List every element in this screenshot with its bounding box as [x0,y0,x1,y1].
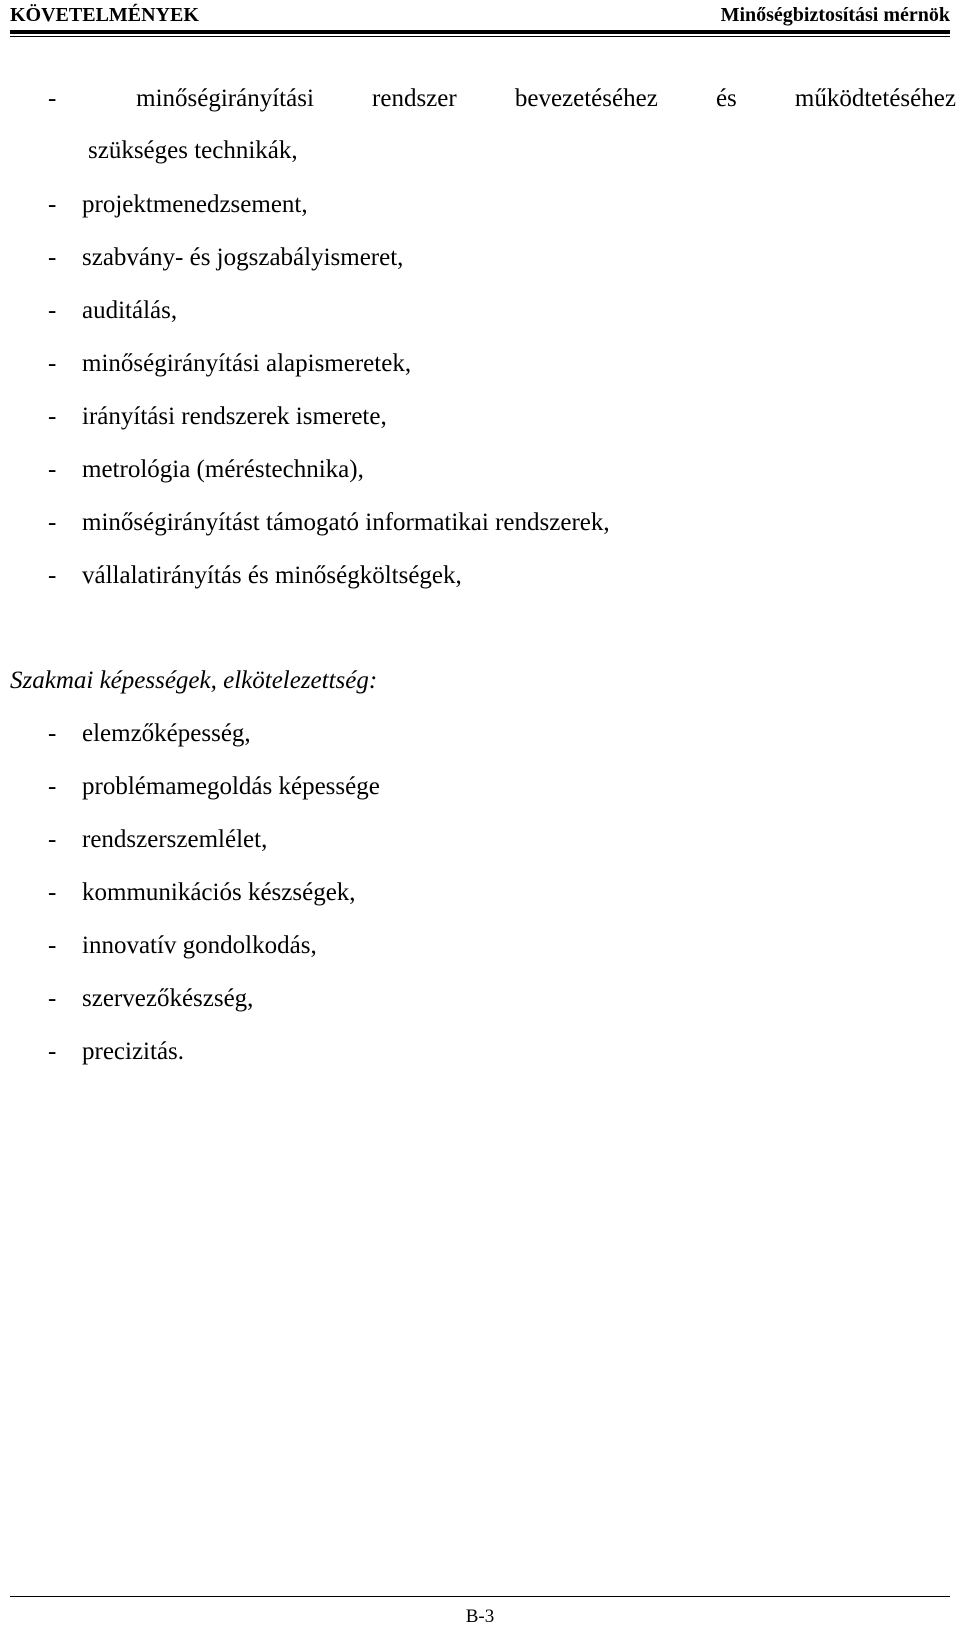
list-item-text: szabvány- és jogszabályismeret, [82,244,404,271]
list-item-word: rendszer [372,85,457,112]
section-title: Szakmai képességek, elkötelezettség: [10,667,378,694]
bullet-dash: - [48,879,57,906]
list-item-text: irányítási rendszerek ismerete, [82,403,387,430]
list-item-continuation: szükséges technikák, [88,137,298,164]
header-rule-thick [10,30,950,34]
list-item-text: kommunikációs készségek, [82,879,356,906]
page-header [10,0,950,36]
bullet-dash: - [48,720,57,747]
list-item [48,931,317,961]
list-item-text: szervezőkészség, [82,985,254,1012]
list-item-text: metrológia (méréstechnika), [82,456,364,483]
list-item [48,508,610,538]
list-item [48,719,251,749]
bullet-dash: - [48,350,57,377]
bullet-dash: - [48,297,57,324]
list-item [48,772,380,802]
bullet-dash: - [48,985,57,1012]
header-rule-thin [10,36,950,37]
list-item-word: bevezetéséhez [514,85,658,112]
list-item [48,878,356,908]
bullet-dash: - [48,509,57,536]
list-item [48,1037,184,1067]
list-item-text: minőségirányítást támogató informatikai rendszerek, [82,509,610,536]
list-item-techniques [48,84,956,166]
list-item [48,561,462,591]
header-section-title: KÖVETELMÉNYEK [10,4,199,26]
bullet-dash: - [48,562,57,589]
list-item-text: elemzőképesség, [82,720,251,747]
list-item [48,825,267,855]
list-item [48,190,308,220]
bullet-dash: - [48,85,57,112]
list-item-text: rendszerszemlélet, [82,826,268,853]
bullet-dash: - [48,456,57,483]
list-item-text: innovatív gondolkodás, [82,932,317,959]
list-item [48,349,411,379]
bullet-dash: - [48,1038,57,1065]
list-item [48,984,253,1014]
list-item-text: problémamegoldás képessége [82,773,380,800]
list-item [48,402,387,432]
list-item [48,455,364,485]
list-item-text: minőségirányítási alapismeretek, [82,350,412,377]
list-item-text: projektmenedzsement, [82,191,308,218]
header-document-title: Minőségbiztosítási mérnök [720,4,950,26]
list-item-word: minőségirányítási [136,85,314,112]
bullet-dash: - [48,826,57,853]
bullet-dash: - [48,191,57,218]
list-item-text: precizitás. [82,1038,185,1065]
list-item-text: vállalatirányítás és minőségköltségek, [82,562,462,589]
list-item-text: auditálás, [82,297,178,324]
page-number: B-3 [465,1606,495,1627]
footer-rule [10,1596,950,1597]
list-item-word: és [715,85,737,112]
list-item-word: működtetéséhez [794,85,956,112]
bullet-dash: - [48,244,57,271]
bullet-dash: - [48,403,57,430]
bullet-dash: - [48,773,57,800]
list-item [48,243,403,273]
list-item [48,296,177,326]
bullet-dash: - [48,932,57,959]
